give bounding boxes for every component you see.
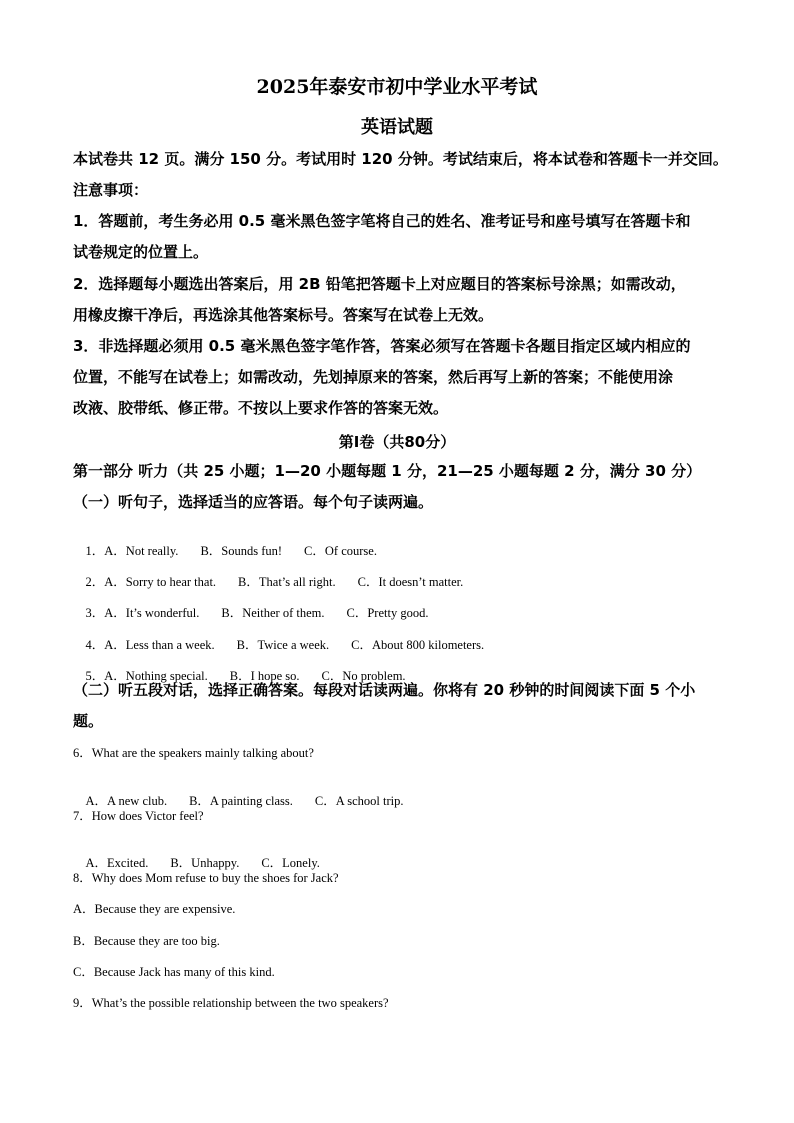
q7-option-a: A．Excited.: [85, 856, 149, 870]
exam-subtitle: 英语试题: [361, 117, 433, 138]
q7-option-c: C．Lonely.: [261, 856, 320, 870]
q7-option-b: B．Unhappy.: [170, 856, 240, 870]
q4-option-c: C．About 800 kilometers.: [351, 638, 485, 652]
q8-option-b: B．Because they are too big.: [73, 934, 220, 948]
part1-title: 第一部分 听力（共 25 小题；1—20 小题每题 1 分，21—25 小题每题 2 分，满分 30 分）: [73, 462, 702, 480]
notice-title: 注意事项：: [73, 181, 149, 199]
section2-instruction-a: （二）听五段对话，选择正确答案。每段对话读两遍。你将有 20 秒钟的时间阅读下面 5 个小: [73, 681, 696, 699]
section2-instruction-b: 题。: [73, 712, 104, 730]
q3-option-a: A．It’s wonderful.: [104, 606, 200, 620]
q2-option-b: B．That’s all right.: [238, 575, 336, 589]
notice-3b: 位置，不能写在试卷上；如需改动，先划掉原来的答案，然后再写上新的答案；不能使用涂: [73, 368, 674, 386]
q4-option-a: A．Less than a week.: [104, 638, 215, 652]
q8-option-c: C．Because Jack has many of this kind.: [73, 965, 275, 979]
q2-number: 2．: [85, 575, 105, 589]
q8-stem: 8．Why does Mom refuse to buy the shoes for Jack?: [73, 871, 339, 885]
q9-stem: 9．What’s the possible relationship between the two speakers?: [73, 996, 389, 1010]
q1-number: 1．: [85, 544, 105, 558]
q6-stem: 6．What are the speakers mainly talking about?: [73, 746, 314, 760]
volume-heading: 第Ⅰ卷（共80分）: [338, 433, 456, 451]
q1-option-b: B．Sounds fun!: [200, 544, 283, 558]
q8-option-a: A．Because they are expensive.: [73, 902, 236, 916]
q5-number: 5．: [85, 669, 105, 683]
notice-2a: 2．选择题每小题选出答案后，用 2B 铅笔把答题卡上对应题目的答案标号涂黑；如需改动，: [73, 275, 686, 293]
q3-option-b: B．Neither of them.: [221, 606, 325, 620]
q1-option-a: A．Not really.: [104, 544, 179, 558]
section1-instruction: （一）听句子，选择适当的应答语。每个句子读两遍。: [73, 493, 434, 511]
intro-line: 本试卷共 12 页。满分 150 分。考试用时 120 分钟。考试结束后，将本试卷和答题卡一并交回。: [73, 150, 728, 168]
q5-option-c: C．No problem.: [321, 669, 406, 683]
q4-number: 4．: [85, 638, 105, 652]
q3-number: 3．: [85, 606, 105, 620]
q5-option-a: A．Nothing special.: [104, 669, 208, 683]
q7-stem: 7．How does Victor feel?: [73, 809, 204, 823]
notice-3c: 改液、胶带纸、修正带。不按以上要求作答的答案无效。: [73, 399, 449, 417]
notice-3a: 3．非选择题必须用 0.5 毫米黑色签字笔作答，答案必须写在答题卡各题目指定区域内相应的: [73, 337, 691, 355]
q6-option-b: B．A painting class.: [189, 794, 293, 808]
q4-option-b: B．Twice a week.: [236, 638, 330, 652]
q2-option-a: A．Sorry to hear that.: [104, 575, 217, 589]
q1-option-c: C．Of course.: [304, 544, 377, 558]
q5-option-b: B．I hope so.: [229, 669, 300, 683]
notice-1b: 试卷规定的位置上。: [73, 243, 209, 261]
exam-title: 2025年泰安市初中学业水平考试: [256, 76, 538, 98]
notice-2b: 用橡皮擦干净后，再选涂其他答案标号。答案写在试卷上无效。: [73, 306, 494, 324]
notice-1a: 1．答题前，考生务必用 0.5 毫米黑色签字笔将自己的姓名、准考证号和座号填写在答题卡和: [73, 212, 691, 230]
q3-option-c: C．Pretty good.: [346, 606, 429, 620]
q6-option-c: C．A school trip.: [314, 794, 404, 808]
q6-option-a: A．A new club.: [85, 794, 168, 808]
q2-option-c: C．It doesn’t matter.: [357, 575, 464, 589]
